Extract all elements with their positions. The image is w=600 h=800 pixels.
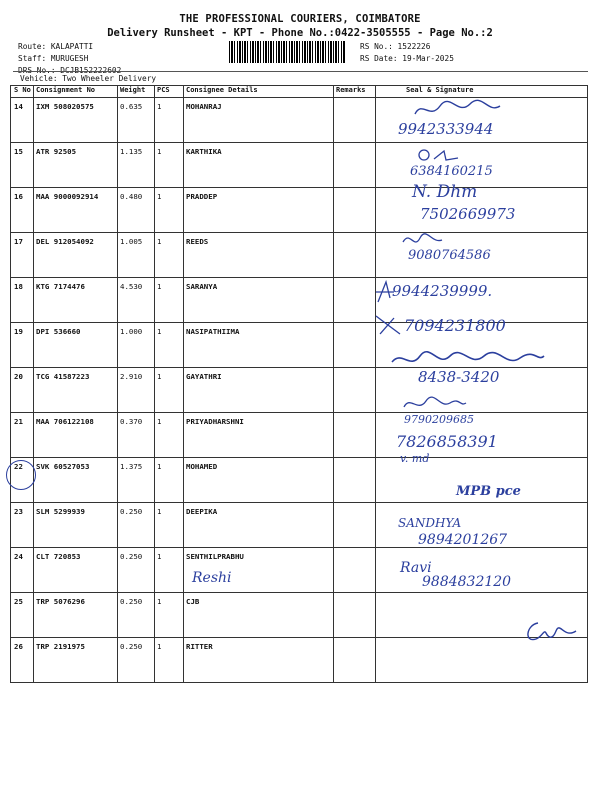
row-remarks	[334, 143, 376, 188]
handwritten-name-24: SANDHYA	[398, 516, 462, 530]
table-row	[11, 368, 588, 413]
row-sno: 14	[11, 98, 34, 143]
col-weight: Weight	[118, 86, 155, 98]
row-sno: 19	[11, 323, 34, 368]
row-weight: 0.250	[118, 503, 155, 548]
handwritten-phone-19: 7094231800	[404, 316, 506, 335]
row-consignee: KARTHIKA	[184, 143, 334, 188]
row-consignee: PRADDEP	[184, 188, 334, 233]
row-consignee: REEDS	[184, 233, 334, 278]
row-pcs: 1	[155, 188, 184, 233]
handwritten-phone-14: 9942333944	[398, 120, 494, 138]
row-remarks	[334, 368, 376, 413]
drs-number: DRS No.: DCJB152222602	[18, 66, 122, 75]
row-pcs: 1	[155, 98, 184, 143]
row-consignment: KTG 7174476	[34, 278, 118, 323]
row-weight: 0.250	[118, 593, 155, 638]
vehicle-row	[13, 71, 588, 84]
row-pcs: 1	[155, 503, 184, 548]
col-pcs: PCS	[155, 86, 184, 98]
signature-scribble-26	[520, 615, 580, 649]
handwritten-phone-16: 7502669973	[420, 205, 516, 223]
vehicle-label: Vehicle: Two Wheeler Delivery	[20, 74, 157, 83]
staff-label: Staff: MURUGESH	[18, 54, 89, 63]
row-sno: 18	[11, 278, 34, 323]
row-sno: 24	[11, 548, 34, 593]
row-remarks	[334, 278, 376, 323]
runsheet-subtitle: Delivery Runsheet - KPT - Phone No.:0422-3505555 - Page No.:2	[107, 27, 493, 39]
col-sno: S No	[11, 86, 34, 98]
col-seal: Seal & Signature	[376, 86, 588, 98]
row-consignment: DEL 912054092	[34, 233, 118, 278]
row-pcs: 1	[155, 593, 184, 638]
row-pcs: 1	[155, 458, 184, 503]
table-row	[11, 593, 588, 638]
row-remarks	[334, 233, 376, 278]
row-sno: 20	[11, 368, 34, 413]
row-consignee: PRIYADHARSHNI	[184, 413, 334, 458]
row-consignment: TRP 2191975	[34, 638, 118, 683]
row-consignee: SARANYA	[184, 278, 334, 323]
row-pcs: 1	[155, 323, 184, 368]
row-remarks	[334, 188, 376, 233]
row-weight: 0.250	[118, 638, 155, 683]
row-sno: 25	[11, 593, 34, 638]
row-remarks	[334, 458, 376, 503]
row-weight: 0.370	[118, 413, 155, 458]
table-row	[11, 143, 588, 188]
table-row	[11, 638, 588, 683]
signature-scribble-19	[372, 312, 406, 338]
row-remarks	[334, 98, 376, 143]
row-pcs: 1	[155, 548, 184, 593]
row-pcs: 1	[155, 143, 184, 188]
handwritten-name-16: N. Dhm	[412, 182, 478, 202]
handwritten-phone-21: 9790209685	[404, 413, 474, 426]
row-weight: 1.375	[118, 458, 155, 503]
table-row	[11, 413, 588, 458]
handwritten-phone-25: 9884832120	[422, 574, 512, 590]
row-remarks	[334, 413, 376, 458]
runsheet-table	[10, 85, 588, 683]
row-pcs: 1	[155, 368, 184, 413]
handwritten-phone-22: 7826858391	[396, 432, 498, 451]
row-pcs: 1	[155, 233, 184, 278]
row-consignment: CLT 720853	[34, 548, 118, 593]
row-consignee: NASIPATHIIMA	[184, 323, 334, 368]
row-consignee: MOHAMED	[184, 458, 334, 503]
row-consignment: MAA 9000092914	[34, 188, 118, 233]
row-weight: 0.480	[118, 188, 155, 233]
row-consignee: SENTHILPRABHU	[184, 548, 334, 593]
row-consignment: DPI 536660	[34, 323, 118, 368]
circle-mark-23	[6, 460, 36, 490]
handwritten-phone-18: 9944239999.	[392, 282, 493, 300]
row-consignment: TCG 41587223	[34, 368, 118, 413]
barcode	[229, 41, 345, 63]
row-consignee: DEEPIKA	[184, 503, 334, 548]
row-weight: 1.135	[118, 143, 155, 188]
row-consignment: TRP 5076296	[34, 593, 118, 638]
row-sno: 23	[11, 503, 34, 548]
table-row	[11, 233, 588, 278]
row-sno: 16	[11, 188, 34, 233]
route-label: Route: KALAPATTI	[18, 42, 94, 51]
handwritten-consignee-25: Reshi	[192, 570, 232, 586]
rs-number: RS No.: 1522226	[360, 42, 431, 51]
row-weight: 1.005	[118, 233, 155, 278]
row-consignment: MAA 706122108	[34, 413, 118, 458]
row-consignee: RITTER	[184, 638, 334, 683]
row-consignment: ATR 92505	[34, 143, 118, 188]
row-consignment: SVK 60527053	[34, 458, 118, 503]
row-consignee: MOHANRAJ	[184, 98, 334, 143]
row-consignee: CJB	[184, 593, 334, 638]
handwritten-phone-15: 6384160215	[410, 164, 493, 179]
col-consignment: Consignment No	[34, 86, 118, 98]
handwritten-phone-24: 9894201267	[418, 532, 508, 548]
handwritten-mark-23: MPB pce	[456, 484, 521, 499]
row-sno: 17	[11, 233, 34, 278]
row-pcs: 1	[155, 278, 184, 323]
row-sno: 21	[11, 413, 34, 458]
row-weight: 0.635	[118, 98, 155, 143]
row-remarks	[334, 548, 376, 593]
rs-date: RS Date: 19-Mar-2025	[360, 54, 454, 63]
row-weight: 2.910	[118, 368, 155, 413]
col-remarks: Remarks	[334, 86, 376, 98]
col-consignee: Consignee Details	[184, 86, 334, 98]
row-consignment: IXM 508020575	[34, 98, 118, 143]
row-weight: 0.250	[118, 548, 155, 593]
row-remarks	[334, 638, 376, 683]
handwritten-initials-22: v. md	[400, 452, 430, 465]
signature-scribble-17	[398, 228, 458, 250]
row-consignee: GAYATHRI	[184, 368, 334, 413]
row-pcs: 1	[155, 638, 184, 683]
signature-scribble-21	[400, 393, 470, 415]
row-weight: 4.530	[118, 278, 155, 323]
row-sno: 22	[11, 458, 34, 503]
row-remarks	[334, 503, 376, 548]
row-pcs: 1	[155, 413, 184, 458]
handwritten-phone-17: 9080764586	[408, 248, 491, 263]
row-remarks	[334, 593, 376, 638]
row-weight: 1.000	[118, 323, 155, 368]
row-remarks	[334, 323, 376, 368]
handwritten-name-25: Ravi	[400, 560, 432, 576]
row-sno: 26	[11, 638, 34, 683]
company-title: THE PROFESSIONAL COURIERS, COIMBATORE	[179, 13, 421, 25]
row-sno: 15	[11, 143, 34, 188]
handwritten-phone-20: 8438-3420	[418, 368, 500, 386]
row-consignment: SLM 5299939	[34, 503, 118, 548]
